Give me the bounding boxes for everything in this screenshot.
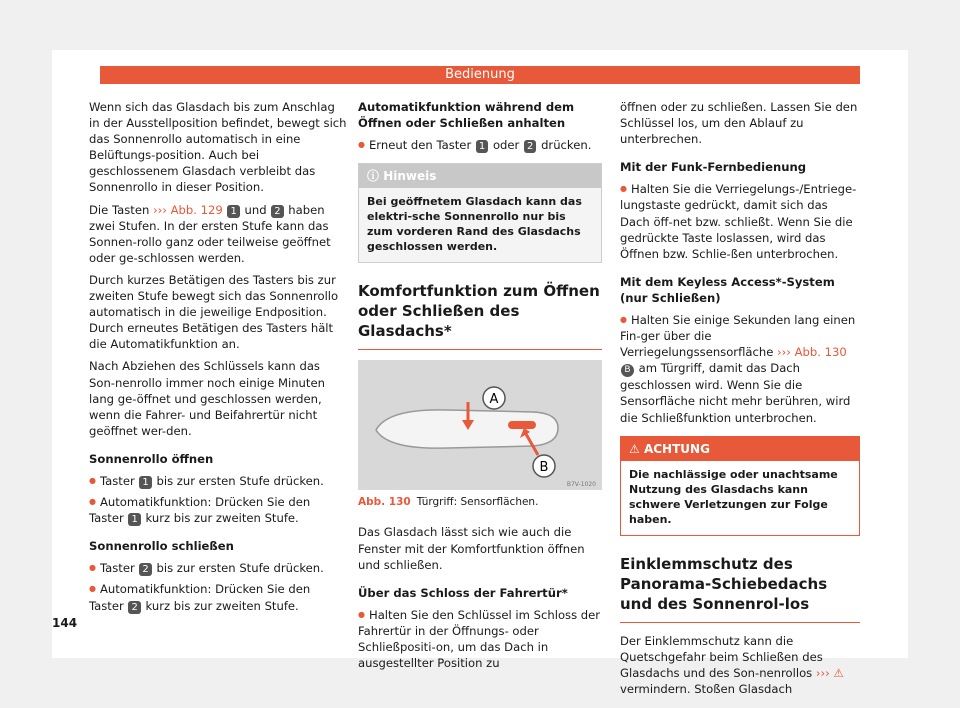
column-3 xyxy=(620,99,860,703)
key-2: 2 xyxy=(524,140,536,153)
paragraph: Nach Abziehen des Schlüssels kann das Son-nenrollo immer noch einige Minuten lang ge-öffnet und geschlossen werden, wenn die Fahrer- und Beifahrertür nicht geöffnet wer-den. xyxy=(89,359,325,438)
key-2: 2 xyxy=(139,563,151,576)
subheading: Automatikfunktion während dem Öffnen oder Schließen anhalten xyxy=(358,100,575,131)
warning-icon: ⚠ xyxy=(629,441,640,456)
warning-header: ⚠ ACHTUNG xyxy=(621,437,859,461)
note-header: ⓘ Hinweis xyxy=(359,164,601,188)
bullet: ● Automatikfunktion: Drücken Sie den Taster 1 kurz bis zur zweiten Stufe. xyxy=(89,494,347,526)
figure-ref[interactable]: ››› Abb. 130 xyxy=(777,345,847,360)
key-1: 1 xyxy=(476,140,488,153)
note-box xyxy=(358,163,602,263)
figure-ref[interactable]: ››› Abb. 129 xyxy=(153,202,223,217)
subheading: Sonnenrollo schließen xyxy=(89,539,234,554)
key-1: 1 xyxy=(139,476,151,489)
column-1 xyxy=(89,99,347,619)
paragraph: Die Tasten ››› Abb. 129 1 und 2 haben zwei Stufen. In der ersten Stufe kann das Sonnen-rollo ganz oder teilweise geöffnet oder ge-schlossen werden. xyxy=(89,202,331,265)
section-header: Bedienung xyxy=(100,66,860,84)
paragraph: Der Einklemmschutz kann die Quetschgefahr beim Schließen des Glasdachs und des Son-nenrollos ››› ⚠ vermindern. Stoßen Glasdach xyxy=(620,633,844,696)
figure-ref[interactable]: ››› xyxy=(815,665,830,680)
warning-box xyxy=(620,436,860,536)
bullet: ● Halten Sie einige Sekunden lang einen Fin-ger über die Verriegelungssensorfläche ››› Abb. 130 B am Türgriff, damit das Dach geschlossen wird. Wenn Sie die Sensorfläche nicht mehr berühren, wird die Schließfunktion unterbrochen. xyxy=(620,312,860,426)
callout-b: B xyxy=(539,460,549,476)
key-1: 1 xyxy=(128,513,140,526)
paragraph: öffnen oder zu schließen. Lassen Sie den Schlüssel los, um den Ablauf zu unterbrechen. xyxy=(620,100,858,147)
figure-code: B7V-1020 xyxy=(566,481,596,489)
note-text: Bei geöffnetem Glasdach kann das elektri-sche Sonnenrollo nur bis zum vorderen Rand des Glasdachs geschlossen werden. xyxy=(359,188,601,262)
paragraph: Wenn sich das Glasdach bis zum Anschlag in der Ausstellposition befindet, bewegt sich das Sonnenrollo automatisch in eine Belüftungs-position. Auch bei geschlossenem Glasdach verbleibt das Sonnenrollo in dieser Position. xyxy=(89,100,347,195)
key-2: 2 xyxy=(271,205,283,218)
bullet: ● Automatikfunktion: Drücken Sie den Taster 2 kurz bis zur zweiten Stufe. xyxy=(89,581,347,613)
key-1: 1 xyxy=(227,205,239,218)
warning-text: Die nachlässige oder unachtsame Nutzung des Glasdachs kann schwere Verletzungen zur Folge haben. xyxy=(621,461,859,535)
info-icon: ⓘ xyxy=(367,169,380,184)
page-number: 144 xyxy=(52,616,78,630)
subheading: Über das Schloss der Fahrertür* xyxy=(358,585,568,600)
bullet: ● Taster 2 bis zur ersten Stufe drücken. xyxy=(89,560,347,576)
column-2 xyxy=(358,99,602,676)
figure-caption: Abb. 130 Türgriff: Sensorflächen. xyxy=(358,496,539,509)
subheading: Mit der Funk-Fernbedienung xyxy=(620,160,807,175)
callout-b-ref: B xyxy=(621,364,634,377)
subheading: Mit dem Keyless Access*-System (nur Schließen) xyxy=(620,274,835,305)
subheading: Sonnenrollo öffnen xyxy=(89,451,214,466)
bullet: ● Taster 1 bis zur ersten Stufe drücken. xyxy=(89,473,347,489)
bullet: ● Halten Sie den Schlüssel im Schloss der Fahrertür in der Öffnungs- oder Schließpositi-on, um das Dach in ausgestellter Position zu xyxy=(358,607,602,671)
key-2: 2 xyxy=(128,601,140,614)
warning-icon: ⚠ xyxy=(833,665,844,680)
paragraph: Das Glasdach lässt sich wie auch die Fenster mit der Komfortfunktion öffnen und schließen. xyxy=(358,525,585,572)
section-title: Komfortfunktion zum Öffnen oder Schließen des Glasdachs* xyxy=(358,281,602,350)
callout-a: A xyxy=(489,392,499,408)
bullet: ● Erneut den Taster 1 oder 2 drücken. xyxy=(358,137,602,153)
bullet: ● Halten Sie die Verriegelungs-/Entriege-lungstaste gedrückt, damit sich das Dach öff-net bzw. schließt. Wenn Sie die gedrückte Taste loslassen, wird das Öffnen bzw. Schlie-ßen unterbrochen. xyxy=(620,181,860,261)
door-handle-figure xyxy=(358,360,602,490)
door-handle-illustration xyxy=(358,360,602,490)
section-title: Einklemmschutz des Panorama-Schiebedachs und des Sonnenrol-los xyxy=(620,554,860,623)
paragraph: Durch kurzes Betätigen des Tasters bis zur zweiten Stufe bewegt sich das Sonnenrollo automatisch in die jeweilige Endposition. Durch erneutes Betätigen des Tasters hält die Automatikfunktion an. xyxy=(89,272,339,352)
